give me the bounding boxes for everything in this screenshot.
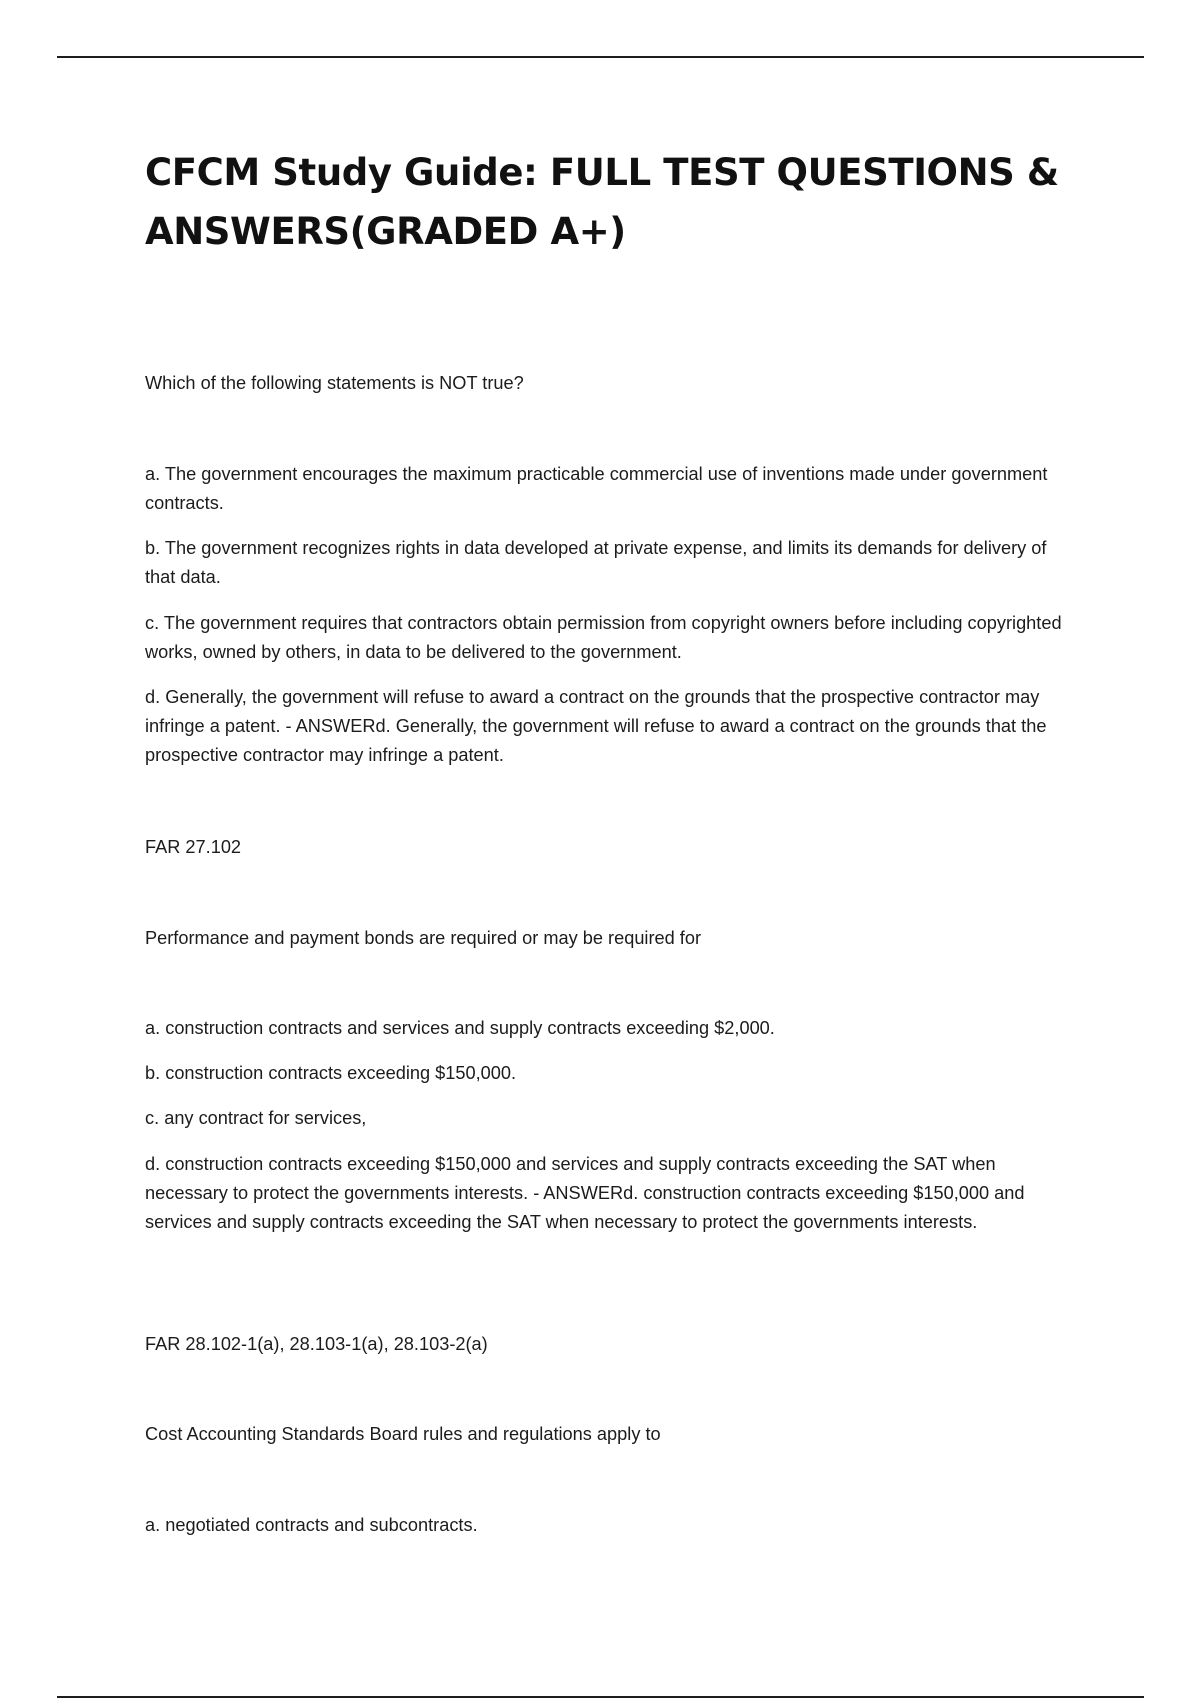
q3-question: Cost Accounting Standards Board rules and regulations apply to [145, 1424, 661, 1444]
q2-option-c: c. any contract for services, [145, 1108, 367, 1128]
document-title: CFCM Study Guide: FULL TEST QUESTIONS & ANSWERS(GRADED A+) [145, 151, 1059, 253]
q2-option-d: d. construction contracts exceeding $150,000 and services and supply contracts exceeding the SAT when necessary to protect the governments interests. - ANSWERd. construction contracts exceeding $150,000 and services and supply contracts exceeding the SAT when necessary to protect the governments interests. [145, 1154, 1025, 1232]
q1-option-a: a. The government encourages the maximum practicable commercial use of inventions made under government contracts. [145, 464, 1048, 513]
q1-option-b: b. The government recognizes rights in data developed at private expense, and limits its demands for delivery of that data. [145, 538, 1047, 587]
q2-option-b: b. construction contracts exceeding $150,000. [145, 1063, 517, 1083]
q2-question: Performance and payment bonds are required or may be required for [145, 928, 702, 948]
q2-option-a: a. construction contracts and services and supply contracts exceeding $2,000. [145, 1018, 775, 1038]
q1-question: Which of the following statements is NOT true? [145, 373, 524, 393]
q3-option-a: a. negotiated contracts and subcontracts. [145, 1515, 478, 1535]
q2-reference: FAR 28.102-1(a), 28.103-1(a), 28.103-2(a) [145, 1334, 488, 1354]
bottom-rule [57, 1696, 1144, 1698]
q1-option-c: c. The government requires that contractors obtain permission from copyright owners before including copyrighted works, owned by others, in data to be delivered to the government. [145, 613, 1062, 662]
q1-reference: FAR 27.102 [145, 837, 242, 857]
top-rule [57, 56, 1144, 58]
q1-option-d: d. Generally, the government will refuse to award a contract on the grounds that the prospective contractor may infringe a patent. - ANSWERd. Generally, the government will refuse to award a contract on the grounds that the prospective contractor may infringe a patent. [145, 687, 1047, 765]
